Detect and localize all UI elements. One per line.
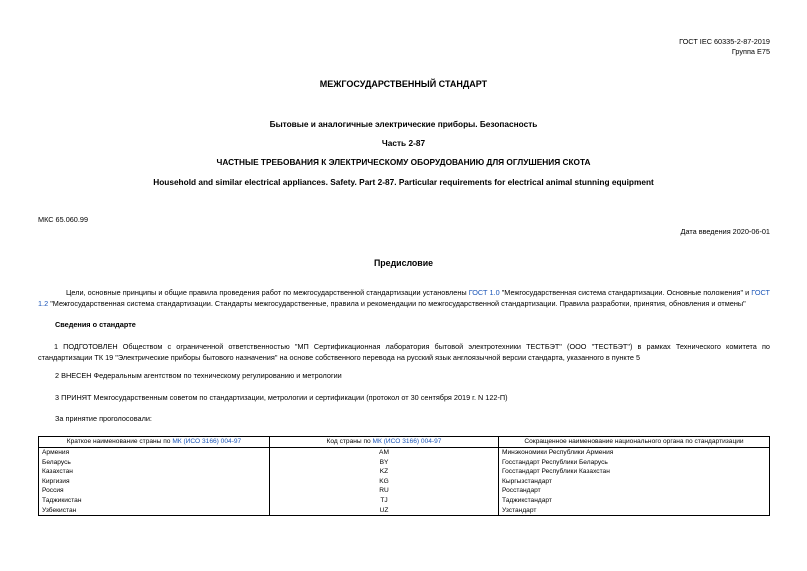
- code-cell: TJ: [270, 496, 499, 506]
- group-label: Группа Е75: [731, 47, 770, 56]
- header-text: Сокращенное наименование национального органа по стандартизации: [524, 438, 744, 446]
- body-cell: Госстандарт Республики Беларусь: [499, 458, 770, 468]
- body-cell: Госстандарт Республики Казахстан: [499, 467, 770, 477]
- code-cell: KG: [270, 477, 499, 487]
- mk-iso-link[interactable]: МК (ИСО 3166) 004-97: [372, 438, 442, 446]
- code-cell: AM: [270, 448, 499, 458]
- code-cell: BY: [270, 458, 499, 468]
- paragraph-text: "Межгосударственная система стандартизации. Основные положения" и: [501, 288, 750, 297]
- header-text: Код страны по: [326, 438, 373, 446]
- table-row: [39, 458, 770, 468]
- voted-label: За принятие проголосовали:: [55, 414, 152, 423]
- item-introduced: 2 ВНЕСЕН Федеральным агентством по техническому регулированию и метрологии: [55, 371, 342, 380]
- code-cell: KZ: [270, 467, 499, 477]
- intro-date: Дата введения 2020-06-01: [680, 227, 770, 236]
- country-cell: Киргизия: [39, 477, 270, 487]
- body-cell: Минэкономики Республики Армения: [499, 448, 770, 458]
- foreword-heading: Предисловие: [373, 258, 434, 268]
- paragraph-text: Цели, основные принципы и общие правила проведения работ по межгосударственной стандартизации установлены: [66, 288, 467, 297]
- foreword-paragraph: [38, 287, 770, 309]
- table-row: [39, 467, 770, 477]
- table-row: [39, 448, 770, 458]
- mk-iso-link[interactable]: МК (ИСО 3166) 004-97: [172, 438, 242, 446]
- country-cell: Армения: [39, 448, 270, 458]
- table-row: [39, 486, 770, 496]
- code-cell: UZ: [270, 506, 499, 516]
- gost-1-0-link[interactable]: ГОСТ 1.0: [468, 288, 500, 297]
- country-cell: Беларусь: [39, 458, 270, 468]
- standard-kind-title: МЕЖГОСУДАРСТВЕННЫЙ СТАНДАРТ: [319, 79, 488, 89]
- body-cell: Таджикстандарт: [499, 496, 770, 506]
- table-row: [39, 506, 770, 516]
- gost-1-2-link[interactable]: ГОСТ 1.2: [38, 288, 770, 308]
- header-country-code: [270, 437, 499, 448]
- header-standards-body: [499, 437, 770, 448]
- info-heading: Сведения о стандарте: [55, 320, 136, 329]
- table-row: [39, 496, 770, 506]
- member-countries-table: [38, 436, 770, 516]
- header-text: Краткое наименование страны по: [66, 438, 173, 446]
- mks-code: МКС 65.060.99: [38, 215, 89, 224]
- country-cell: Казахстан: [39, 467, 270, 477]
- standard-part: Часть 2-87: [381, 138, 426, 148]
- table-row: [39, 477, 770, 487]
- paragraph-text: "Межгосударственная система стандартизации. Стандарты межгосударственные, правила и рекомендации по межгосударственной стандартизации. Правила разработки, принятия, обновления и отмены": [50, 299, 746, 308]
- body-cell: Узстандарт: [499, 506, 770, 516]
- standard-english-title: Household and similar electrical appliances. Safety. Part 2-87. Particular requirements for electrical animal stunning equipment: [153, 177, 654, 187]
- item-adopted: 3 ПРИНЯТ Межгосударственным советом по стандартизации, метрологии и сертификации (протокол от 30 сентября 2019 г. N 122-П): [55, 393, 508, 402]
- standard-code: ГОСТ IEC 60335-2-87-2019: [679, 37, 770, 46]
- country-cell: Таджикистан: [39, 496, 270, 506]
- table-header-row: [39, 437, 770, 448]
- item-prepared: 1 ПОДГОТОВЛЕН Обществом с ограниченной ответственностью "МП Сертификационная лаборатория бытовой электротехники ТЕСТБЭТ" (ООО "ТЕСТБЭТ") в рамках Технического комитета по стандартизации ТК 19 "Электрические приборы бытового назначения" на основе собственного перевода на русский язык англоязычной версии стандарта, указанного в пункте 5: [38, 342, 770, 362]
- header-country-name: [39, 437, 270, 448]
- standard-subject: Бытовые и аналогичные электрические приборы. Безопасность: [269, 119, 538, 129]
- country-cell: Россия: [39, 486, 270, 496]
- body-cell: Росстандарт: [499, 486, 770, 496]
- country-cell: Узбекистан: [39, 506, 270, 516]
- standard-specific-title: ЧАСТНЫЕ ТРЕБОВАНИЯ К ЭЛЕКТРИЧЕСКОМУ ОБОРУДОВАНИЮ ДЛЯ ОГЛУШЕНИЯ СКОТА: [216, 157, 591, 167]
- code-cell: RU: [270, 486, 499, 496]
- body-cell: Кыргызстандарт: [499, 477, 770, 487]
